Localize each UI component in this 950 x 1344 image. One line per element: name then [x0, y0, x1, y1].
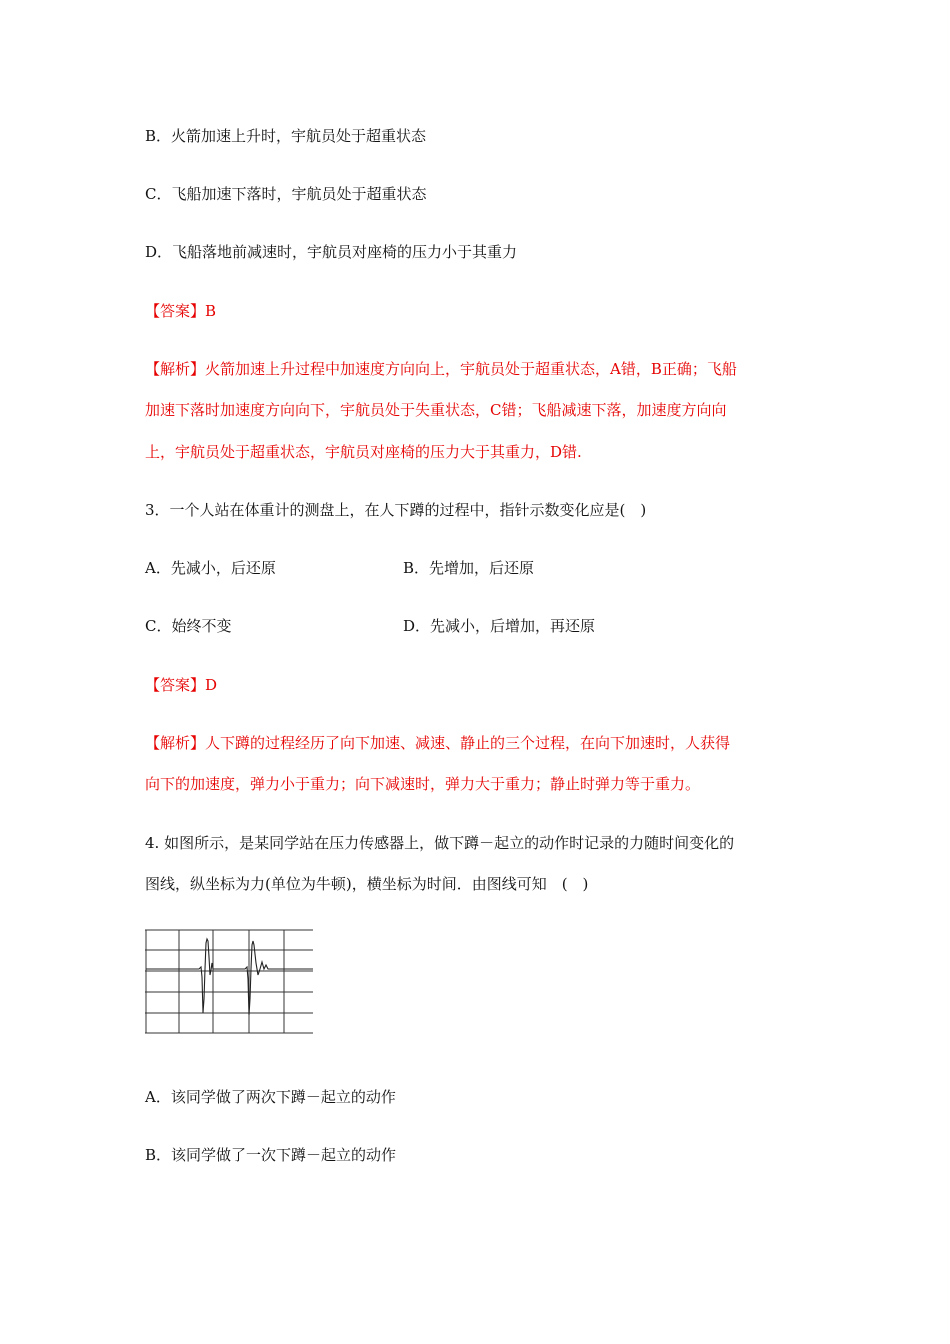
- answer-value: D: [205, 676, 218, 694]
- q4-option-a: A．该同学做了两次下蹲－起立的动作: [145, 1088, 396, 1106]
- q3-stem: 3．一个人站在体重计的测盘上，在人下蹲的过程中，指针示数变化应是( ): [145, 501, 647, 519]
- q3-option-b: B．先增加，后还原: [403, 559, 535, 577]
- q4-stem-line-2: 图线，纵坐标为力(单位为牛顿)，横坐标为时间．由图线可知 ( ): [145, 875, 589, 893]
- q3-option-d: D．先减小，后增加，再还原: [403, 617, 596, 635]
- q4-option-b: B．该同学做了一次下蹲－起立的动作: [145, 1146, 397, 1164]
- q3-analysis-line-2: 向下的加速度，弹力小于重力；向下减速时，弹力大于重力；静止时弹力等于重力。: [145, 775, 701, 793]
- q2-option-c: C．飞船加速下落时，宇航员处于超重状态: [145, 185, 427, 203]
- q4-stem-line-1: 4. 如图所示，是某同学站在压力传感器上，做下蹲－起立的动作时记录的力随时间变化的: [145, 834, 735, 852]
- answer-tag: 【答案】: [145, 302, 206, 320]
- q2-analysis-line-1: [145, 359, 737, 379]
- q3-option-a: A．先减小，后还原: [145, 559, 276, 577]
- q2-analysis-line-2: 加速下落时加速度方向向下，宇航员处于失重状态，C错；飞船减速下落，加速度方向向: [145, 401, 727, 419]
- q2-option-d: D．飞船落地前减速时，宇航员对座椅的压力小于其重力: [145, 243, 518, 261]
- q3-answer: [145, 675, 217, 695]
- force-time-graph: [145, 929, 315, 1035]
- q2-option-b: B．火箭加速上升时，宇航员处于超重状态: [145, 127, 427, 145]
- analysis-tag: 【解析】: [145, 734, 206, 752]
- analysis-text: 火箭加速上升过程中加速度方向向上，宇航员处于超重状态，A错，B正确；飞船: [205, 360, 737, 378]
- analysis-text: 人下蹲的过程经历了向下加速、减速、静止的三个过程，在向下加速时，人获得: [205, 734, 731, 752]
- q2-answer: [145, 301, 216, 321]
- answer-value: B: [205, 302, 217, 320]
- q2-analysis-line-3: 上，宇航员处于超重状态，宇航员对座椅的压力大于其重力，D错.: [145, 443, 582, 461]
- analysis-tag: 【解析】: [145, 360, 206, 378]
- q3-option-c: C．始终不变: [145, 617, 232, 635]
- q3-analysis-line-1: [145, 733, 730, 753]
- answer-tag: 【答案】: [145, 676, 206, 694]
- graph-grid: [145, 930, 313, 1033]
